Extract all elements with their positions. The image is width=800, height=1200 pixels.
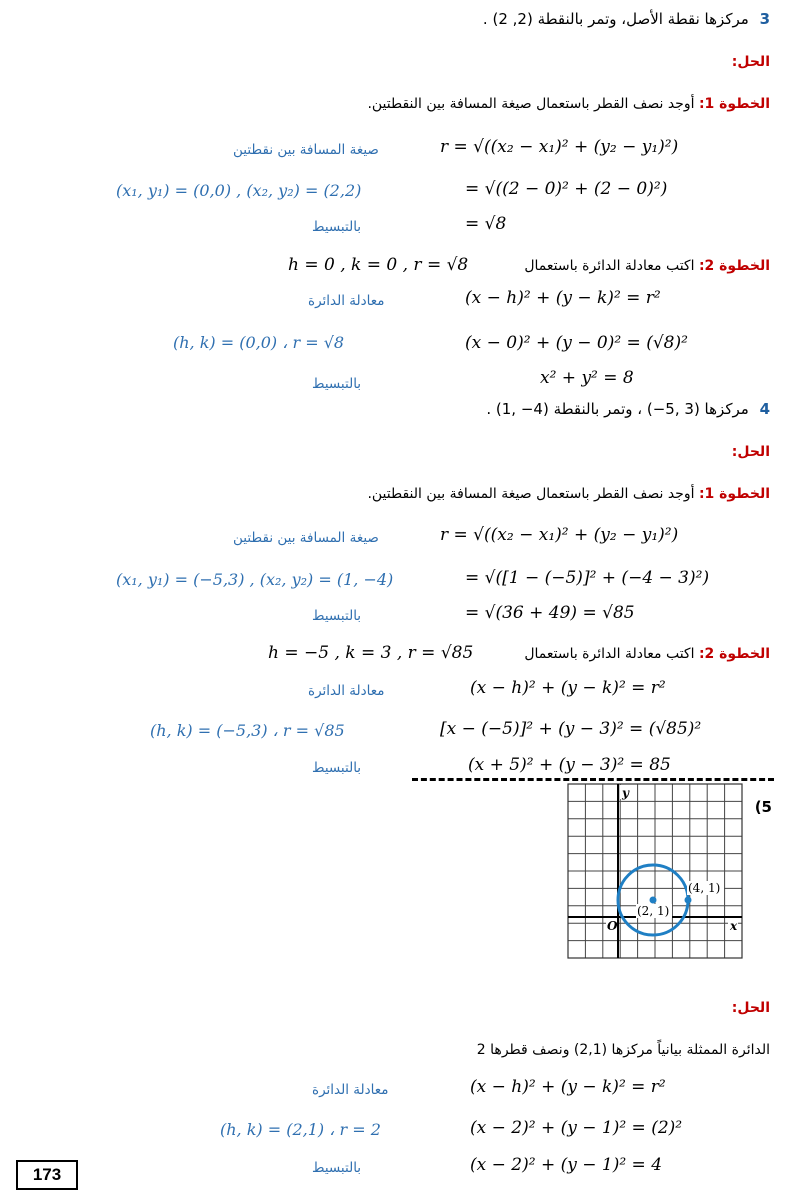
solution-label: الحل: <box>731 54 770 70</box>
question-number: 3 <box>759 10 770 28</box>
simplified: = √(36 + 49) = √85 <box>465 603 635 623</box>
center-radius: (h, k) = (0,0) ، r = √8 <box>173 333 345 352</box>
substituted-equation: (x − 0)² + (y − 0)² = (√8)² <box>465 333 688 353</box>
note-simplify: بالتبسيط <box>312 219 362 235</box>
question-text: مركزها (3 ,5−) ، وتمر بالنقطة (4− ,1) . <box>486 400 749 418</box>
solution-label: الحل: <box>731 444 770 460</box>
substitution: = √([1 − (−5)]² + (−4 − 3)²) <box>465 568 710 588</box>
question-number: 4 <box>759 400 770 418</box>
note-circle-eq: معادلة الدائرة <box>308 683 385 699</box>
page-number: 173 <box>16 1160 78 1190</box>
question-3 <box>483 10 770 28</box>
step-label: الخطوة 1: <box>698 486 770 502</box>
note-simplify: بالتبسيط <box>312 1160 362 1176</box>
step-label: الخطوة 1: <box>698 96 770 112</box>
center-label: (2, 1) <box>637 904 670 918</box>
step-text: أوجد نصف القطر باستعمال صيغة المسافة بين النقطتين. <box>367 96 695 112</box>
step-2 <box>524 258 770 274</box>
points: (x₁, y₁) = (0,0) , (x₂, y₂) = (2,2) <box>116 181 362 200</box>
step-label: الخطوة 2: <box>698 646 770 662</box>
circle-graph <box>560 775 750 965</box>
graph-grid <box>568 784 742 958</box>
general-equation: (x − h)² + (y − k)² = r² <box>470 1077 666 1097</box>
note-distance: صيغة المسافة بين نقطتين <box>233 142 379 158</box>
values: h = 0 , k = 0 , r = √8 <box>288 255 469 275</box>
values: h = −5 , k = 3 , r = √85 <box>268 643 474 663</box>
question-text: مركزها نقطة الأصل، وتمر بالنقطة (2, 2) . <box>482 10 749 28</box>
simplified: = √8 <box>465 214 507 234</box>
note-simplify: بالتبسيط <box>312 608 362 624</box>
solution-label: الحل: <box>731 1000 770 1016</box>
note-simplify: بالتبسيط <box>312 760 362 776</box>
center-radius: (h, k) = (2,1) ، r = 2 <box>220 1120 381 1139</box>
circle-point <box>685 897 692 904</box>
note-circle-eq: معادلة الدائرة <box>308 293 385 309</box>
origin-label: O <box>607 919 618 933</box>
question-5-number: (5 <box>754 798 772 816</box>
substituted-equation: [x − (−5)]² + (y − 3)² = (√85)² <box>440 719 702 739</box>
distance-formula: r = √((x₂ − x₁)² + (y₂ − y₁)²) <box>440 137 679 157</box>
distance-formula: r = √((x₂ − x₁)² + (y₂ − y₁)²) <box>440 525 679 545</box>
step-2 <box>524 646 770 662</box>
step-text: اكتب معادلة الدائرة باستعمال <box>524 258 695 274</box>
points: (x₁, y₁) = (−5,3) , (x₂, y₂) = (1, −4) <box>116 570 394 589</box>
note-circle-eq: معادلة الدائرة <box>312 1082 389 1098</box>
general-equation: (x − h)² + (y − k)² = r² <box>465 288 661 308</box>
y-axis-label: y <box>622 786 629 800</box>
step-text: اكتب معادلة الدائرة باستعمال <box>524 646 695 662</box>
final-equation: x² + y² = 8 <box>540 368 634 388</box>
center-point <box>650 897 657 904</box>
final-equation: (x + 5)² + (y − 3)² = 85 <box>468 755 671 775</box>
substituted-equation: (x − 2)² + (y − 1)² = (2)² <box>470 1118 683 1138</box>
step-1 <box>367 96 770 112</box>
point-label: (4, 1) <box>688 881 721 895</box>
note-distance: صيغة المسافة بين نقطتين <box>233 530 379 546</box>
step-text: أوجد نصف القطر باستعمال صيغة المسافة بين النقطتين. <box>367 486 695 502</box>
substitution: = √((2 − 0)² + (2 − 0)²) <box>465 179 668 199</box>
step-1 <box>367 486 770 502</box>
note-simplify: بالتبسيط <box>312 376 362 392</box>
question-4 <box>486 400 770 418</box>
graph-description: الدائرة الممثلة بيانياً مركزها (2,1) ونصف قطرها 2 <box>476 1042 770 1058</box>
center-radius: (h, k) = (−5,3) ، r = √85 <box>150 721 345 740</box>
final-equation: (x − 2)² + (y − 1)² = 4 <box>470 1155 663 1175</box>
general-equation: (x − h)² + (y − k)² = r² <box>470 678 666 698</box>
step-label: الخطوة 2: <box>698 258 770 274</box>
x-axis-label: x <box>730 919 738 933</box>
